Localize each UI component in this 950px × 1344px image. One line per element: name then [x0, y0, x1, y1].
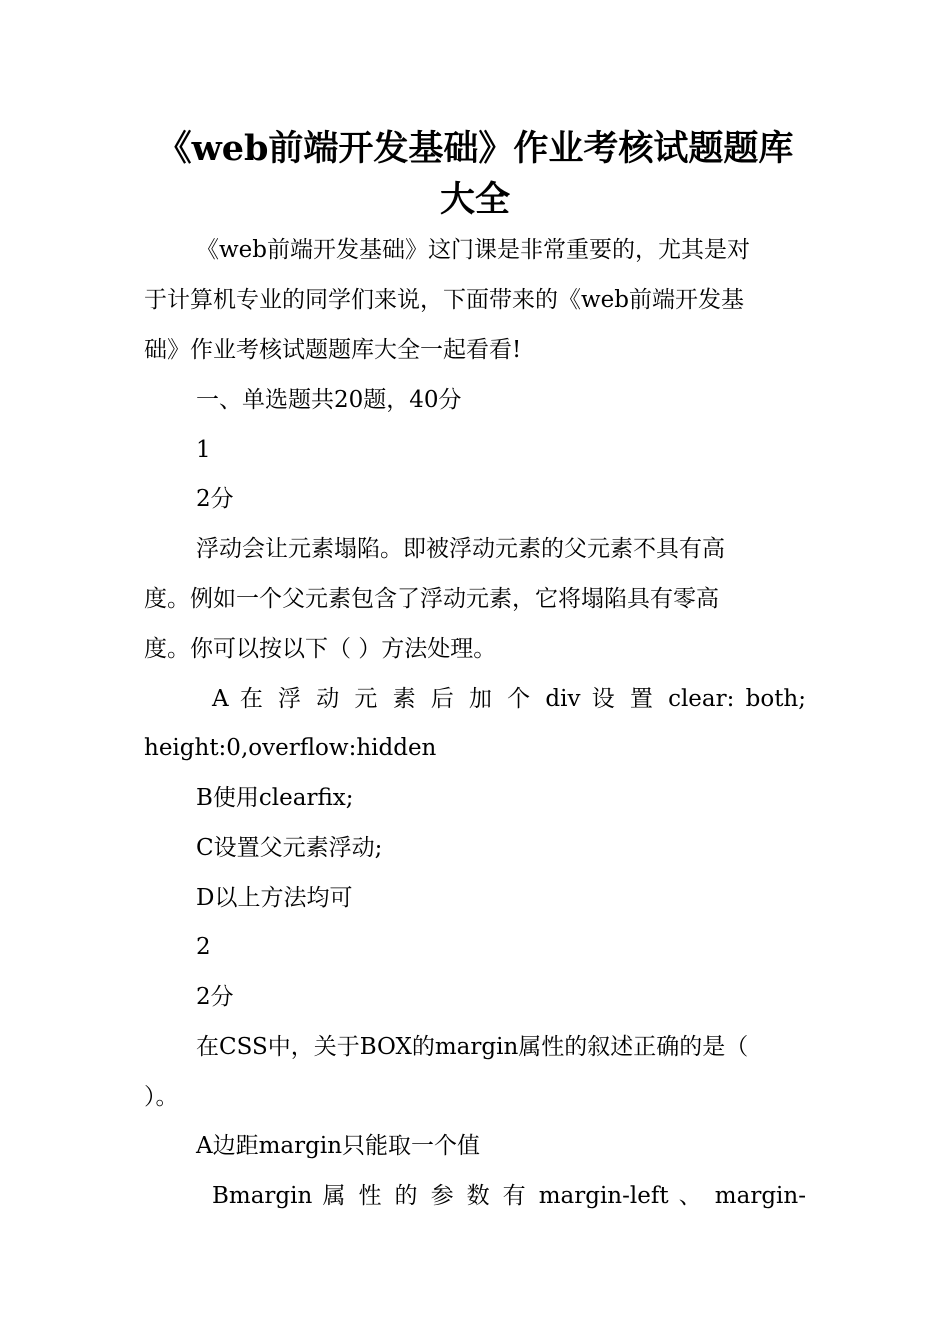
question-2-number: 2: [196, 934, 211, 960]
question-1-option-b: B使用clearfix;: [196, 785, 354, 811]
question-2-stem-line-1: 在CSS中，关于BOX的margin属性的叙述正确的是（: [196, 1034, 749, 1060]
section-heading: 一、单选题共20题，40分: [196, 387, 462, 413]
intro-line-2: 于计算机专业的同学们来说，下面带来的《web前端开发基: [144, 287, 745, 313]
question-1-option-a-cont: height:0,overflow:hidden: [144, 735, 437, 761]
question-1-number: 1: [196, 437, 211, 463]
document-title-line-1: 《web前端开发基础》作业考核试题题库: [156, 128, 794, 169]
question-1-stem-line-1: 浮动会让元素塌陷。即被浮动元素的父元素不具有高: [196, 536, 725, 562]
question-2-option-a: A边距margin只能取一个值: [196, 1133, 481, 1159]
question-1-option-c: C设置父元素浮动;: [196, 835, 383, 861]
question-1-stem-line-3: 度。你可以按以下（ ）方法处理。: [144, 636, 497, 662]
question-2-stem-line-2: ）。: [144, 1084, 179, 1110]
question-1-score: 2分: [196, 486, 234, 512]
document-title-line-2: 大全: [439, 179, 510, 220]
question-1-option-d: D以上方法均可: [196, 885, 353, 911]
question-1-option-a: A 在 浮 动 元 素 后 加 个 div 设 置 clear: both;: [212, 686, 806, 712]
question-2-score: 2分: [196, 984, 234, 1010]
intro-line-1: 《web前端开发基础》这门课是非常重要的，尤其是对: [196, 237, 751, 263]
question-1-stem-line-2: 度。例如一个父元素包含了浮动元素，它将塌陷具有零高: [144, 586, 719, 612]
intro-line-3: 础》作业考核试题题库大全一起看看!: [144, 337, 522, 363]
question-2-option-b: Bmargin 属 性 的 参 数 有 margin-left 、 margin-: [212, 1183, 806, 1209]
